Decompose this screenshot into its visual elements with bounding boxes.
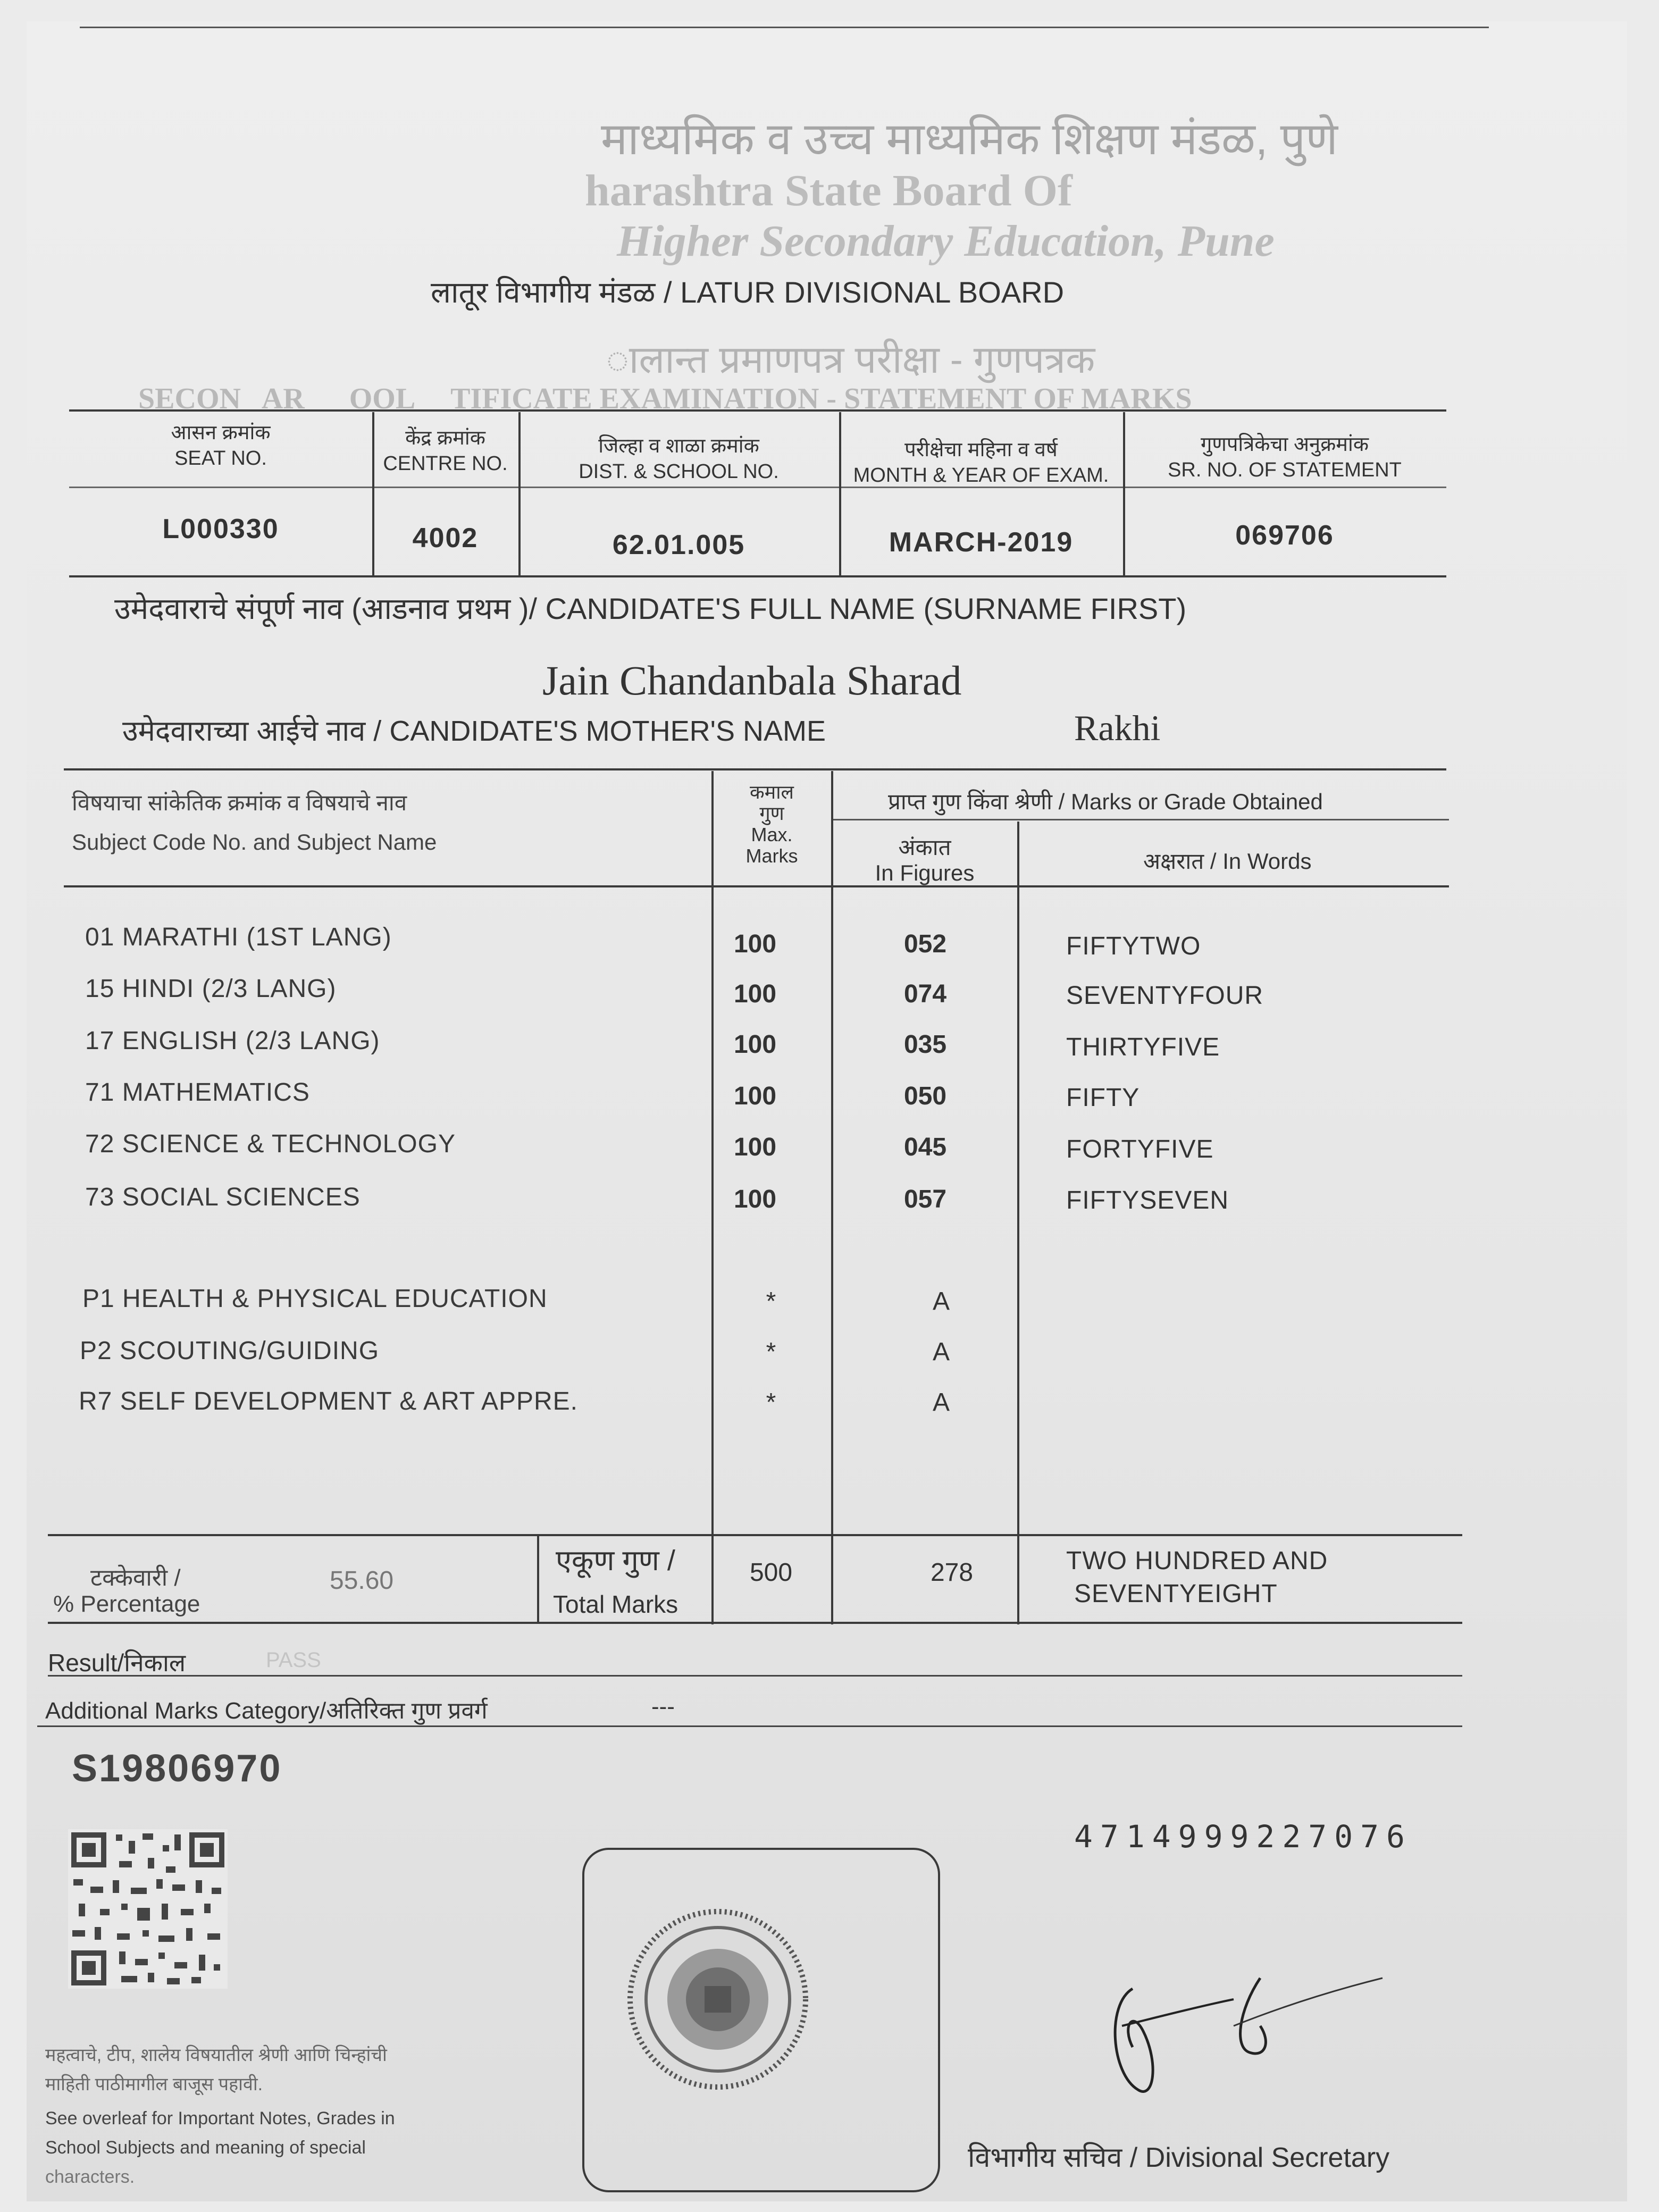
figures-header-marathi: अंकात	[898, 835, 951, 860]
subject-marks-figures: 074	[903, 980, 947, 1008]
subject-name: 15 HINDI (2/3 LANG)	[85, 975, 337, 1003]
subject-marks-words: FIFTYTWO	[1066, 932, 1201, 960]
additional-marks-value: ---	[651, 1694, 675, 1720]
subject-max-marks: 100	[733, 930, 777, 958]
signatory-title: विभागीय सचिव / Divisional Secretary	[968, 2142, 1390, 2173]
statement-no-header-marathi: गुणपत्रिकेचा अनुक्रमांक	[1200, 433, 1369, 456]
board-name-marathi: माध्यमिक व उच्च माध्यमिक शिक्षण मंडळ, पुणे	[601, 114, 1338, 164]
figures-header	[832, 835, 1017, 886]
totals-bottom-border	[48, 1622, 1462, 1624]
month-year-value: MARCH-2019	[889, 527, 1074, 558]
subject-header-english: Subject Code No. and Subject Name	[72, 830, 437, 854]
subject-name: 73 SOCIAL SCIENCES	[85, 1183, 361, 1211]
total-label-english: Total Marks	[553, 1590, 678, 1618]
max-marks-header	[713, 782, 831, 867]
obtained-header: प्राप्त गुण किंवा श्रेणी / Marks or Grade Obtained	[888, 789, 1323, 814]
words-header: अक्षरात / In Words	[1143, 849, 1312, 874]
subject-name: 72 SCIENCE & TECHNOLOGY	[85, 1130, 456, 1158]
dist-school-header	[518, 433, 839, 484]
marks-table-header-bottom	[64, 885, 1449, 887]
candidate-name-label: उमेदवाराचे संपूर्ण नाव (आडनाव प्रथम )/ CANDIDATE'S FULL NAME (SURNAME FIRST)	[114, 592, 1187, 625]
notes-english-line1: See overleaf for Important Notes, Grades in	[45, 2108, 395, 2129]
result-label: Result/निकाल	[48, 1649, 186, 1677]
board-name-english-line1: harashtra State Board Of	[585, 166, 1073, 215]
grade-subject-max: *	[766, 1338, 776, 1366]
exam-title-english: SECON AR OOL TIFICATE EXAMINATION - STATEMENT OF MARKS	[138, 382, 1192, 415]
total-label-marathi: एकूण गुण /	[556, 1545, 675, 1577]
info-table-bottom-border	[69, 575, 1446, 577]
notes-english-line3: characters.	[45, 2167, 135, 2187]
info-table-top-border	[69, 409, 1446, 412]
subject-max-marks: 100	[733, 1133, 777, 1161]
subject-marks-words: FIFTYSEVEN	[1066, 1186, 1229, 1214]
subject-name: 17 ENGLISH (2/3 LANG)	[85, 1027, 380, 1055]
grade-subject-max: *	[766, 1388, 776, 1417]
percentage-label-marathi: टक्केवारी /	[90, 1565, 181, 1591]
secretary-signature-icon	[1101, 1967, 1398, 2106]
total-in-words-line2: SEVENTYEIGHT	[1074, 1580, 1278, 1608]
serial-code: S19806970	[72, 1747, 282, 1790]
subject-name: 01 MARATHI (1ST LANG)	[85, 923, 392, 951]
obtained-total: 278	[930, 1559, 974, 1587]
result-value: PASS	[266, 1648, 321, 1672]
result-row-border	[48, 1675, 1462, 1677]
centre-no-header	[372, 425, 518, 476]
subject-marks-words: THIRTYFIVE	[1066, 1033, 1220, 1061]
month-year-header	[839, 437, 1123, 488]
dist-school-value: 62.01.005	[612, 530, 745, 560]
qr-code-icon	[68, 1829, 228, 1989]
subject-marks-figures: 052	[903, 930, 947, 958]
candidate-name: Jain Chandanbala Sharad	[542, 657, 962, 703]
subject-marks-words: FORTYFIVE	[1066, 1135, 1214, 1163]
centre-no-header-english: CENTRE NO.	[383, 453, 508, 475]
totals-divider-label	[537, 1534, 539, 1623]
grade-subject-name: P2 SCOUTING/GUIDING	[80, 1337, 380, 1365]
percentage-label-english: % Percentage	[53, 1591, 200, 1617]
grade-subject-grade: A	[932, 1388, 950, 1417]
grade-subject-max: *	[766, 1287, 776, 1316]
seat-no-header-marathi: आसन क्रमांक	[171, 422, 271, 444]
centre-no-value: 4002	[412, 523, 479, 554]
marks-table-top-border	[64, 768, 1446, 770]
grade-subject-grade: A	[932, 1338, 950, 1366]
notes-marathi-line1: महत्वाचे, टीप, शालेय विषयातील श्रेणी आणि चिन्हांची	[45, 2045, 387, 2065]
subject-header-marathi: विषयाचा सांकेतिक क्रमांक व विषयाचे नाव	[72, 790, 407, 815]
marks-divider-max	[831, 771, 833, 1624]
grade-subject-name: P1 HEALTH & PHYSICAL EDUCATION	[82, 1285, 548, 1313]
subject-max-marks: 100	[733, 1030, 777, 1059]
mother-name-label: उमेदवाराच्या आईचे नाव / CANDIDATE'S MOTHER'S NAME	[122, 715, 826, 747]
additional-row-border	[37, 1725, 1462, 1727]
month-year-header-marathi: परीक्षेचा महिना व वर्ष	[904, 439, 1058, 461]
statement-no-header-english: SR. NO. OF STATEMENT	[1168, 459, 1402, 481]
total-in-words-line1: TWO HUNDRED AND	[1066, 1547, 1328, 1575]
max-marks-header-marathi: कमाल गुण	[750, 781, 794, 824]
notes-english-line2: School Subjects and meaning of special	[45, 2138, 366, 2158]
subject-marks-figures: 045	[903, 1133, 947, 1161]
subject-marks-words: FIFTY	[1066, 1084, 1140, 1112]
max-total: 500	[749, 1559, 793, 1587]
subject-marks-figures: 057	[903, 1185, 947, 1213]
seat-no-value: L000330	[162, 514, 279, 544]
subject-name: 71 MATHEMATICS	[85, 1078, 310, 1107]
info-table-header-divider	[69, 487, 1446, 488]
notes-marathi-line2: माहिती पाठीमागील बाजूस पहावी.	[45, 2074, 263, 2094]
figures-header-english: In Figures	[875, 860, 975, 885]
additional-marks-label: Additional Marks Category/अतिरिक्त गुण प्रवर्ग	[45, 1698, 488, 1724]
subject-max-marks: 100	[733, 1082, 777, 1110]
subject-marks-figures: 035	[903, 1030, 947, 1059]
grade-subject-grade: A	[932, 1287, 950, 1316]
grade-subject-name: R7 SELF DEVELOPMENT & ART APPRE.	[79, 1387, 579, 1415]
centre-no-header-marathi: केंद्र क्रमांक	[405, 427, 485, 449]
max-marks-header-english: Max. Marks	[745, 824, 798, 867]
board-name-english-line2: Higher Secondary Education, Pune	[617, 216, 1275, 266]
seat-no-header	[69, 420, 372, 471]
subject-max-marks: 100	[733, 980, 777, 1008]
barcode-number: 4714999227076	[1074, 1819, 1412, 1855]
dist-school-header-english: DIST. & SCHOOL NO.	[579, 460, 779, 483]
statement-no-value: 069706	[1235, 520, 1334, 551]
top-rule	[80, 27, 1489, 28]
statement-no-header	[1123, 432, 1446, 483]
percentage-value: 55.60	[330, 1566, 394, 1595]
marks-divider-figures	[1017, 822, 1019, 1624]
mother-name: Rakhi	[1074, 708, 1161, 748]
divisional-board: लातूर विभागीय मंडळ / LATUR DIVISIONAL BOARD	[431, 275, 1065, 309]
dist-school-header-marathi: जिल्हा व शाळा क्रमांक	[598, 435, 759, 457]
month-year-header-english: MONTH & YEAR OF EXAM.	[853, 464, 1109, 487]
obtained-header-divider	[832, 819, 1449, 820]
seat-no-header-english: SEAT NO.	[174, 447, 267, 470]
totals-top-border	[48, 1534, 1462, 1536]
subject-marks-figures: 050	[903, 1082, 947, 1110]
subject-max-marks: 100	[733, 1185, 777, 1213]
subject-marks-words: SEVENTYFOUR	[1066, 982, 1264, 1010]
exam-title-marathi: ालान्त प्रमाणपत्र परीक्षा - गुणपत्रक	[606, 339, 1095, 381]
board-seal-icon	[625, 1906, 811, 2092]
